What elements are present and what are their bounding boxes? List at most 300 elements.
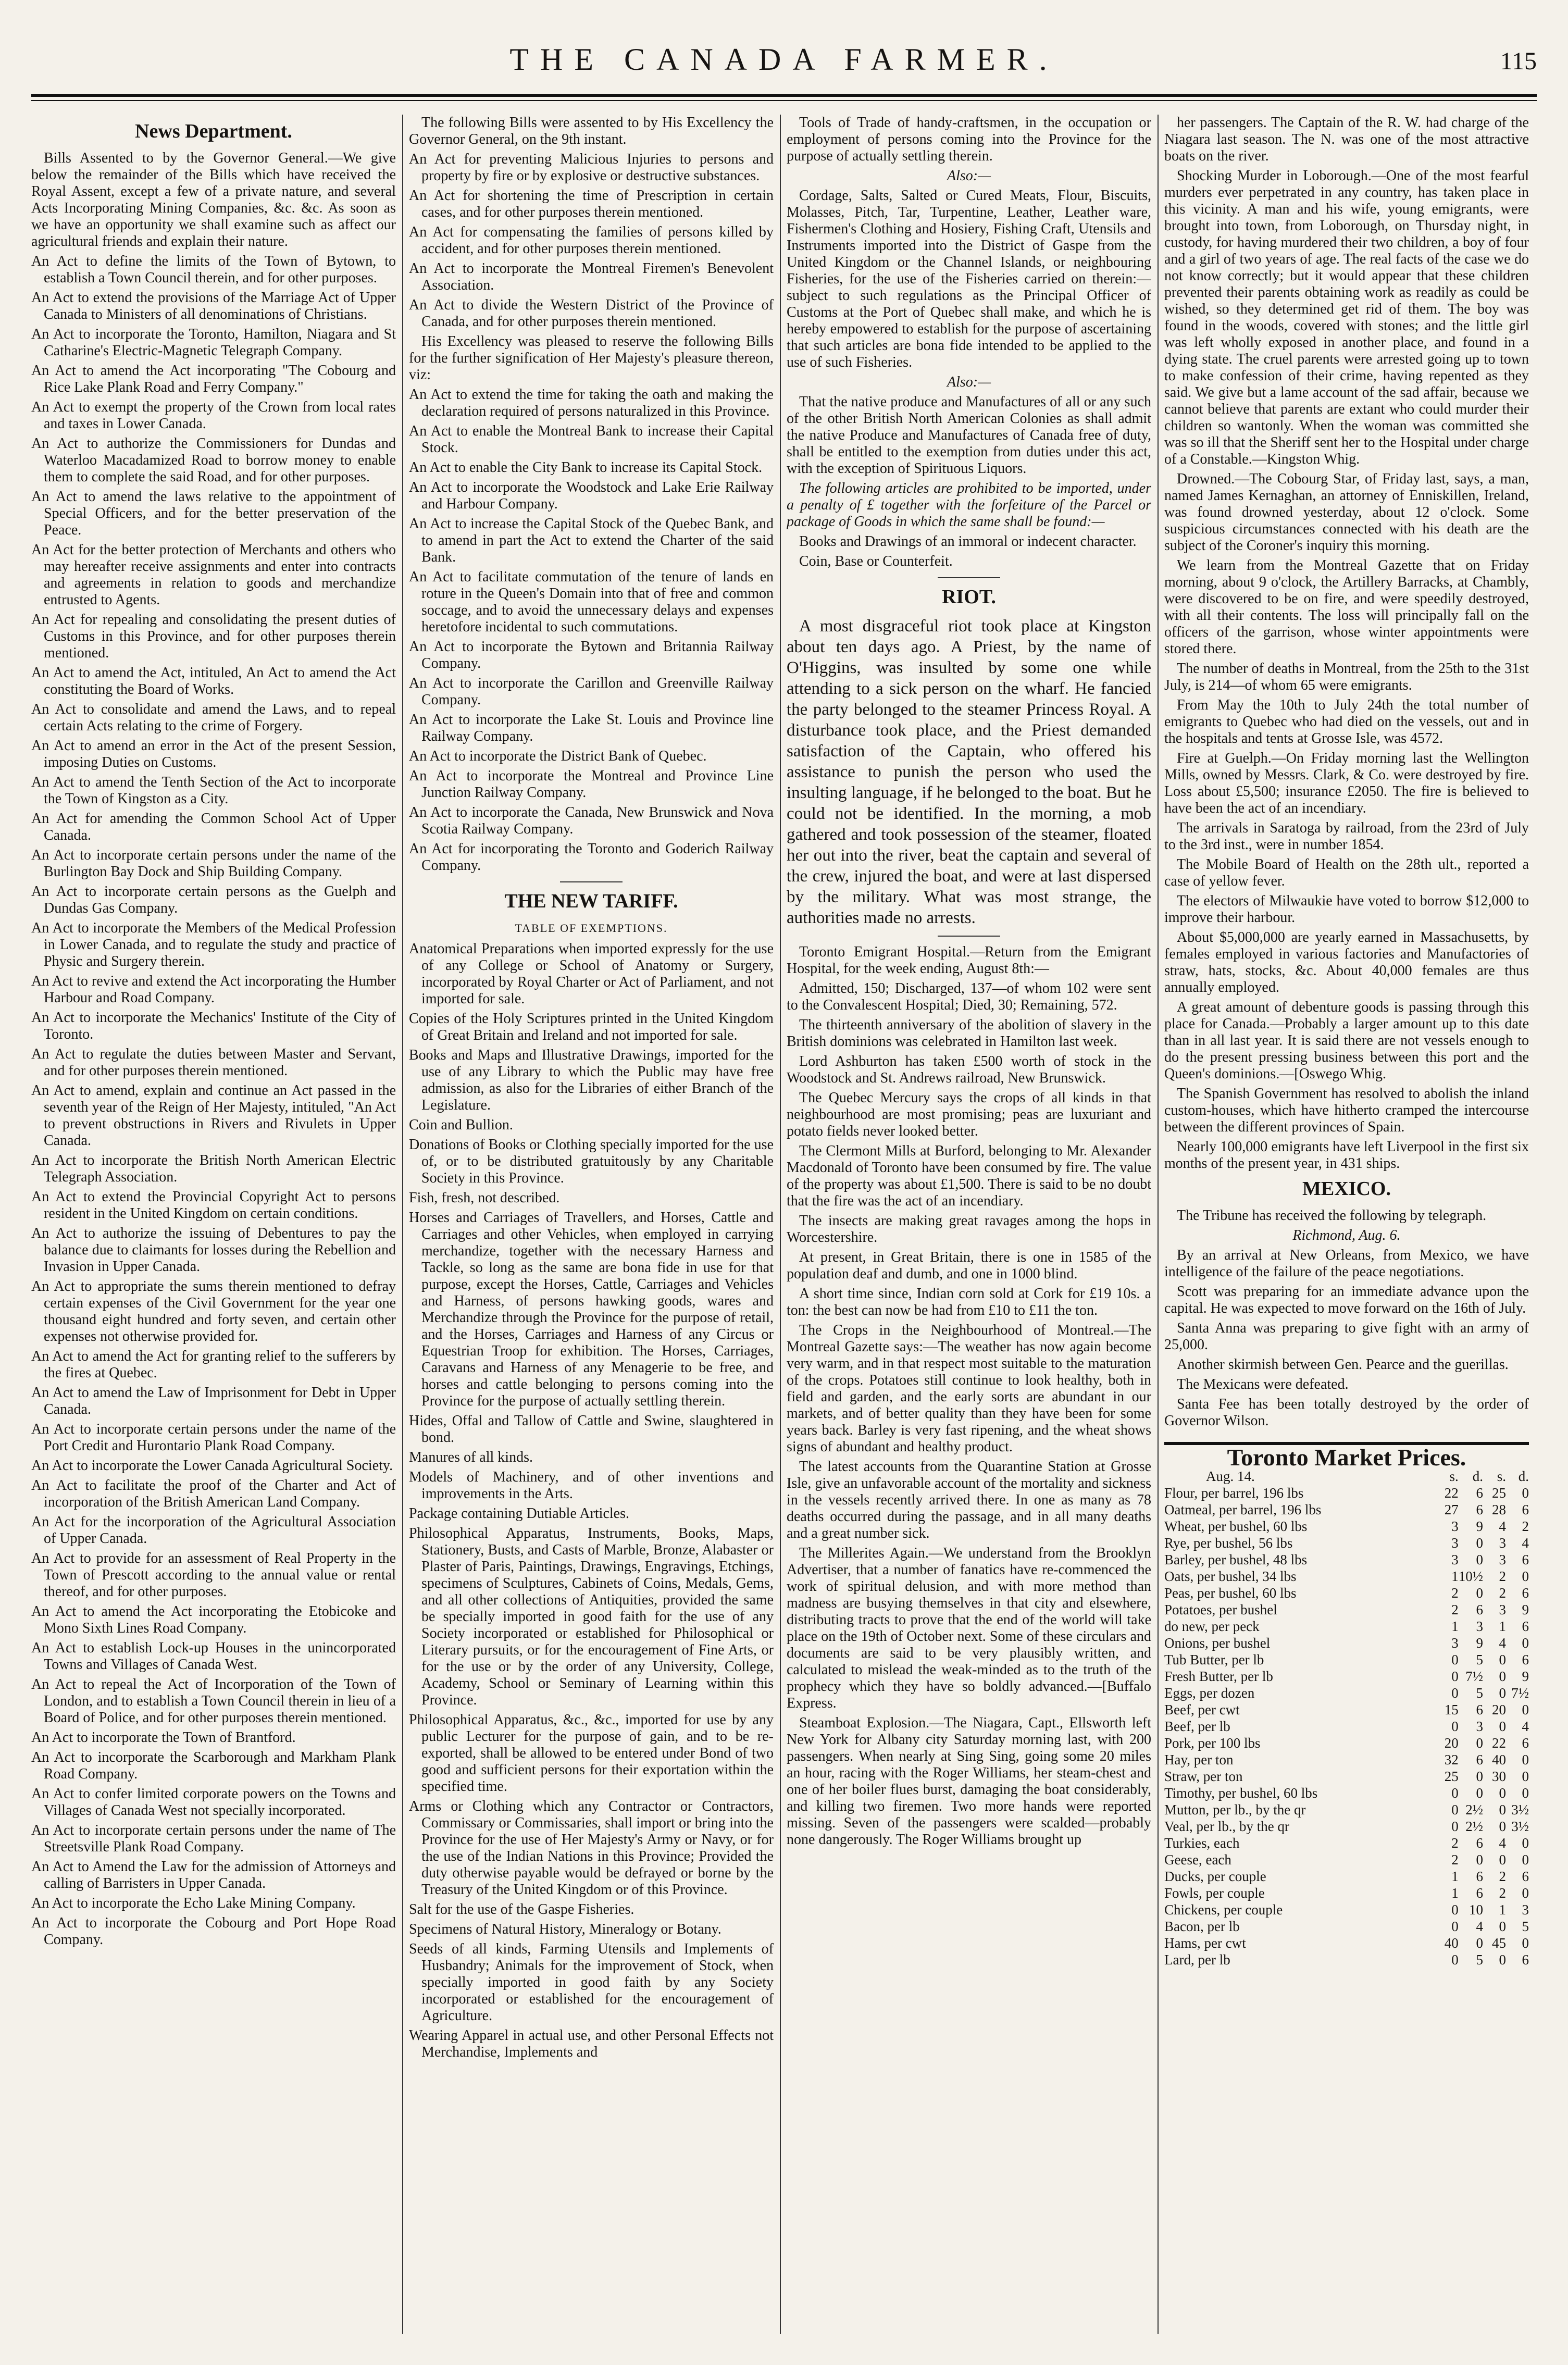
list-item: Fish, fresh, not described. — [409, 1190, 560, 1206]
list-item: An Act to appropriate the sums therein mentioned to defray certain expenses of the Civil Government for the year one thousand eight hundred and forty seven, and certain other expenses not otherwise provided for. — [31, 1278, 396, 1345]
market-row — [1164, 1735, 1529, 1751]
list-item: Books and Maps and Illustrative Drawings, imported for the use of any Library to which the Public may have free admission, as also for the Libraries of either Branch of the Legislature. — [409, 1047, 774, 1113]
market-row — [1164, 1668, 1529, 1685]
list-item: About $5,000,000 are yearly earned in Massachusetts, by females employed in various factories and Manufactories of straw, hats, stocks, &c. About 40,000 females are thus annually employed. — [1164, 929, 1529, 995]
market-price: 20 — [1444, 1735, 1459, 1751]
market-price: 9 — [1476, 1635, 1483, 1651]
tariff-subheading: TABLE OF EXEMPTIONS. — [515, 922, 668, 935]
market-price: 28 — [1492, 1502, 1506, 1517]
market-price: 0 — [1499, 1685, 1506, 1701]
market-price: 0 — [1476, 1785, 1483, 1801]
list-item: An Act to facilitate commutation of the tenure of lands en roture in the Queen's Domain into that of free and common soccage, and to avoid the unnecessary delays and expenses heretofore incidental to such commutations. — [409, 569, 774, 635]
list-item: An Act to provide for an assessment of Real Property in the Town of Prescott according to the annual value or rental thereof, and for other purposes. — [31, 1550, 396, 1600]
market-price: 4 — [1499, 1635, 1506, 1651]
paragraph: The Tribune has received the following by telegraph. — [1177, 1208, 1487, 1224]
column-4 — [1164, 115, 1529, 2334]
market-price: 15 — [1444, 1702, 1459, 1717]
market-price: 30 — [1492, 1769, 1506, 1784]
list-item: Wearing Apparel in actual use, and other Personal Effects not Merchandise, Implements and — [409, 2027, 774, 2060]
market-price: 0 — [1451, 1785, 1459, 1801]
separator — [560, 881, 623, 882]
market-price: 7½ — [1465, 1669, 1483, 1684]
list-item: The Spanish Government has resolved to abolish the inland custom-houses, which have hitherto cramped the intercourse between the different provinces of Spain. — [1164, 1086, 1529, 1135]
masthead-rule — [31, 94, 1537, 101]
market-price: 22 — [1444, 1485, 1459, 1501]
market-price: 0 — [1451, 1669, 1459, 1684]
market-price: 0 — [1451, 1952, 1459, 1968]
market-price: 0 — [1522, 1785, 1529, 1801]
paragraph: Tools of Trade of handy-craftsmen, in the occupation or employment of persons coming into the Province for the purpose of actually settling therein. — [787, 115, 1151, 164]
market-price: 27 — [1444, 1502, 1459, 1517]
market-price: 5 — [1476, 1652, 1483, 1667]
market-price: 6 — [1522, 1652, 1529, 1667]
paragraph: Coin, Base or Counterfeit. — [799, 553, 953, 569]
list-item: An Act to incorporate the British North American Electric Telegraph Association. — [31, 1152, 396, 1185]
list-item: Specimens of Natural History, Mineralogy or Botany. — [409, 1921, 721, 1937]
market-price: 6 — [1476, 1885, 1483, 1901]
columns — [31, 109, 1537, 2339]
market-price: 0 — [1522, 1635, 1529, 1651]
list-item: Philosophical Apparatus, Instruments, Books, Maps, Stationery, Busts, and Casts of Marble, Bronze, Alabaster or Plaster of Paris, Paintings, Drawings, Engravings, Etchings, specimens of Sculptures, Cabinets of Coins, Medals, Gems, and all other collections of Antiquities, provided the same be specially imported in good faith for the use of any Society incorporated or established for Philosophical or Literary pursuits, or for the encouragement of Fine Arts, or for the use or by the order of any University, College, Academy, School or Seminary of Learning within this Province. — [409, 1525, 774, 1708]
market-price: 20 — [1492, 1702, 1506, 1717]
list-item: The Crops in the Neighbourhood of Montreal.—The Montreal Gazette says:—The weather has now again become very warm, and in that respect most suitable to the maturation of the crops. Potatoes still continue to look healthy, both in field and garden, and the early sorts are abundant in our markets, and of better quality than they have been for some years back. Barley is very fast ripening, and the wheat shows signs of abundant and healthy product. — [787, 1322, 1151, 1455]
list-item: An Act to repeal the Act of Incorporation of the Town of London, and to establish a Town Council therein in lieu of a Board of Police, and for other purposes therein mentioned. — [31, 1676, 396, 1726]
market-price: 2 — [1522, 1518, 1529, 1534]
market-price: 22 — [1492, 1735, 1506, 1751]
market-item: Eggs, per dozen — [1164, 1685, 1255, 1701]
market-item: Chickens, per couple — [1164, 1902, 1283, 1918]
market-item: Barley, per bushel, 48 lbs — [1164, 1552, 1308, 1567]
market-row — [1164, 1601, 1529, 1618]
reserved-acts-list — [409, 387, 774, 874]
also-label: Also:— — [947, 374, 991, 390]
list-item: Toronto Emigrant Hospital.—Return from the Emigrant Hospital, for the week ending, August 8th:— — [787, 944, 1151, 977]
market-table — [1164, 1468, 1529, 1968]
list-item: An Act to amend, explain and continue an Act passed in the seventh year of the Reign of Her Majesty, intituled, "An Act to prevent obstructions in Rivers and Rivulets in Upper Canada. — [31, 1082, 396, 1149]
market-row — [1164, 1535, 1529, 1551]
list-item: An Act to increase the Capital Stock of the Quebec Bank, and to amend in part the Act to extend the Charter of the said Bank. — [409, 516, 774, 565]
market-row — [1164, 1951, 1529, 1968]
market-price: 9 — [1476, 1518, 1483, 1534]
market-price: 9 — [1522, 1602, 1529, 1617]
list-item: An Act for incorporating the Toronto and Goderich Railway Company. — [409, 841, 774, 874]
list-item: An Act to enable the City Bank to increase its Capital Stock. — [409, 459, 763, 476]
market-price: 7½ — [1511, 1685, 1529, 1701]
market-item: Flour, per barrel, 196 lbs — [1164, 1485, 1304, 1501]
market-price: 9 — [1522, 1669, 1529, 1684]
market-row — [1164, 1635, 1529, 1651]
market-price: 2½ — [1465, 1819, 1483, 1834]
market-price: 0 — [1451, 1719, 1459, 1734]
masthead — [31, 26, 1537, 109]
market-date: Aug. 14. — [1206, 1468, 1255, 1484]
market-price: 6 — [1522, 1502, 1529, 1517]
market-price: 0 — [1476, 1735, 1483, 1751]
market-item: Peas, per bushel, 60 lbs — [1164, 1585, 1297, 1601]
paragraph: Books and Drawings of an immoral or indecent character. — [799, 533, 1137, 550]
market-price: 6 — [1476, 1869, 1483, 1884]
market-row — [1164, 1618, 1529, 1635]
list-item: An Act to incorporate the Montreal and Province Line Junction Railway Company. — [409, 768, 774, 801]
market-price: 2 — [1451, 1835, 1459, 1851]
list-item: An Act to amend the laws relative to the appointment of Special Officers, and for the better preservation of the Peace. — [31, 489, 396, 538]
list-item: We learn from the Montreal Gazette that on Friday morning, about 9 o'clock, the Artillery Barracks, at Chambly, were discovered to be on fire, and were speedily destroyed, with all their contents. The loss will principally fall on the officers of the garrison, whose winter appointments were stored there. — [1164, 557, 1529, 657]
market-price: 0 — [1499, 1819, 1506, 1834]
also-label: Also:— — [947, 168, 991, 184]
list-item: An Act to incorporate the Members of the Medical Profession in Lower Canada, and to regulate the study and practice of Physic and Surgery therein. — [31, 920, 396, 969]
market-price: 0 — [1522, 1569, 1529, 1584]
market-price: 40 — [1444, 1935, 1459, 1951]
market-price: 0 — [1451, 1919, 1459, 1934]
mexico-heading: MEXICO. — [1302, 1178, 1391, 1200]
paragraph: Cordage, Salts, Salted or Cured Meats, Flour, Biscuits, Molasses, Pitch, Tar, Turpentine, Leather, Leather ware, Fishermen's Clothing and Hosiery, Fishing Craft, Utensils and Instruments imported into the District of Gaspe from the United Kingdom or the Channel Islands, or neighbouring Fisheries, for the use of the Fisheries carried on therein:—subject to such regulations as the Principal Officer of Customs at the Port of Quebec shall make, and which he is hereby empowered to establish for the purpose of ascertaining that such articles are bona fide intended to be applied to the use of such Fisheries. — [787, 188, 1151, 370]
market-price: 0 — [1522, 1852, 1529, 1868]
list-item: An Act to incorporate the Canada, New Brunswick and Nova Scotia Railway Company. — [409, 804, 774, 837]
prohibited-paragraph: The following articles are prohibited to be imported, under a penalty of £ together with the forfeiture of the Parcel or package of Goods in which the same shall be found:— — [787, 480, 1151, 530]
market-price: 0 — [1499, 1952, 1506, 1968]
market-row — [1164, 1651, 1529, 1668]
column-divider — [402, 115, 403, 2334]
list-item: An Act to incorporate the Montreal Firemen's Benevolent Association. — [409, 260, 774, 293]
list-item: An Act to amend an error in the Act of the present Session, imposing Duties on Customs. — [31, 738, 396, 770]
list-item: Drowned.—The Cobourg Star, of Friday last, says, a man, named James Kernaghan, an attorney of Enniskillen, Ireland, was found drowned yesterday, about 12 o'clock. Some suspicious circumstances connected with his death are the subject of the Coroner's inquiry this morning. — [1164, 471, 1529, 554]
market-price: 1 — [1451, 1885, 1459, 1901]
list-item: An Act to incorporate the Lake St. Louis and Province line Railway Company. — [409, 712, 774, 744]
market-price: 0 — [1499, 1785, 1506, 1801]
market-item: Oats, per bushel, 34 lbs — [1164, 1569, 1297, 1584]
column-divider — [1158, 115, 1159, 2334]
list-item: Hides, Offal and Tallow of Cattle and Swine, slaughtered in bond. — [409, 1413, 774, 1446]
market-price: 2 — [1451, 1602, 1459, 1617]
list-item: An Act to authorize the Commissioners for Dundas and Waterloo Macadamized Road to borrow money to enable them to complete the said Road, and for other purposes. — [31, 435, 396, 485]
list-item: An Act for compensating the families of persons killed by accident, and for other purposes therein mentioned. — [409, 224, 774, 257]
market-price: 5 — [1476, 1685, 1483, 1701]
market-price: 6 — [1522, 1619, 1529, 1634]
list-item: An Act for repealing and consolidating the present duties of Customs in this Province, and for other purposes therein mentioned. — [31, 612, 396, 661]
market-row — [1164, 1501, 1529, 1518]
list-item: An Act to amend the Law of Imprisonment for Debt in Upper Canada. — [31, 1385, 396, 1417]
market-price: 6 — [1476, 1752, 1483, 1767]
market-item: Lard, per lb — [1164, 1952, 1230, 1968]
tariff-heading: THE NEW TARIFF. — [504, 890, 678, 912]
market-item: Turkies, each — [1164, 1835, 1240, 1851]
list-item: Models of Machinery, and of other inventions and improvements in the Arts. — [409, 1469, 774, 1502]
list-item: An Act to extend the time for taking the oath and making the declaration required of persons naturalized in this Province. — [409, 387, 774, 419]
separator — [938, 936, 1000, 937]
list-item: The latest accounts from the Quarantine Station at Grosse Isle, give an unfavorable account of the mortality and sickness in the vessels recently arrived there. In one as many as 78 deaths occurred during the passage, and in all many deaths and a great number sick. — [787, 1459, 1151, 1541]
market-row — [1164, 1685, 1529, 1701]
market-price: 25 — [1444, 1769, 1459, 1784]
list-item: Manures of all kinds. — [409, 1449, 533, 1465]
market-price: 0 — [1522, 1835, 1529, 1851]
market-item: Timothy, per bushel, 60 lbs — [1164, 1785, 1318, 1801]
market-price: 1 — [1499, 1619, 1506, 1634]
market-item: Rye, per bushel, 56 lbs — [1164, 1535, 1293, 1551]
market-price: 3 — [1499, 1535, 1506, 1551]
column-3 — [787, 115, 1151, 2334]
list-item: An Act to amend the Tenth Section of the Act to incorporate the Town of Kingston as a City. — [31, 774, 396, 807]
market-price: 0 — [1451, 1902, 1459, 1918]
market-price: 3 — [1522, 1902, 1529, 1918]
market-price: 4 — [1499, 1835, 1506, 1851]
market-item: Hams, per cwt — [1164, 1935, 1246, 1951]
list-item: An Act for the better protection of Merchants and others who may hereafter receive assignments and enter into contracts and agreements in relation to goods and merchandize entrusted to Agents. — [31, 542, 396, 608]
paragraph: That the native produce and Manufactures of all or any such of the other British North American Colonies as shall admit the native Produce and Manufactures of Canada free of duty, shall be entitled to the exemption from duties under this act, with the exception of Spirituous Liquors. — [787, 394, 1151, 477]
list-item: At present, in Great Britain, there is one in 1585 of the population deaf and dumb, and one in 1000 blind. — [787, 1249, 1151, 1282]
market-row — [1164, 1701, 1529, 1718]
market-item: Geese, each — [1164, 1852, 1231, 1868]
market-row — [1164, 1885, 1529, 1901]
list-item: An Act to amend the Act for granting relief to the sufferers by the fires at Quebec. — [31, 1348, 396, 1381]
market-price: 4 — [1499, 1518, 1506, 1534]
market-price: 3 — [1451, 1552, 1459, 1567]
market-price: 3 — [1499, 1602, 1506, 1617]
market-item: Beef, per cwt — [1164, 1702, 1240, 1717]
market-price: 0 — [1522, 1702, 1529, 1717]
list-item: An Act to revive and extend the Act incorporating the Humber Harbour and Road Company. — [31, 973, 396, 1006]
market-row — [1164, 1818, 1529, 1835]
market-price: 2 — [1499, 1869, 1506, 1884]
list-item: An Act to confer limited corporate powers on the Towns and Villages of Canada West not specially incorporated. — [31, 1786, 396, 1819]
market-price: 6 — [1522, 1952, 1529, 1968]
market-item: Fresh Butter, per lb — [1164, 1669, 1273, 1684]
market-price: 3 — [1476, 1719, 1483, 1734]
list-item: her passengers. The Captain of the R. W. had charge of the Niagara last season. The N. was one of the most attractive boats on the river. — [1164, 115, 1529, 164]
acts-list — [31, 253, 396, 1948]
market-price: 0 — [1499, 1652, 1506, 1667]
column-1 — [31, 115, 396, 2334]
market-price: 0 — [1476, 1769, 1483, 1784]
newspaper-title: THE CANADA FARMER. — [509, 42, 1059, 77]
market-price: 2 — [1499, 1569, 1506, 1584]
market-price: 0 — [1476, 1552, 1483, 1567]
list-item: A great amount of debenture goods is passing through this place for Canada.—Probably a larger amount up to this date than in all last year. It is said there are not vessels enough to do the present pressing business between this port and the Queen's dominions.—[Oswego Whig. — [1164, 999, 1529, 1082]
column-divider — [780, 115, 781, 2334]
col-header: s. — [1449, 1468, 1459, 1484]
list-item: Santa Fee has been totally destroyed by the order of Governor Wilson. — [1164, 1396, 1529, 1429]
market-price: 0 — [1476, 1935, 1483, 1951]
market-price: 3 — [1476, 1619, 1483, 1634]
list-item: An Act to exempt the property of the Crown from local rates and taxes in Lower Canada. — [31, 399, 396, 432]
market-price: 2 — [1499, 1885, 1506, 1901]
list-item: The number of deaths in Montreal, from the 25th to the 31st July, is 214—of whom 65 were emigrants. — [1164, 661, 1529, 693]
market-price: 0 — [1499, 1919, 1506, 1934]
market-row — [1164, 1751, 1529, 1768]
market-price: 4 — [1476, 1919, 1483, 1934]
list-item: An Act to incorporate the Town of Brantford. — [31, 1729, 296, 1746]
market-price: 4 — [1522, 1535, 1529, 1551]
market-row — [1164, 1835, 1529, 1851]
intro-paragraph: The following Bills were assented to by His Excellency the Governor General, on the 9th instant. — [409, 115, 774, 147]
column-2 — [409, 115, 774, 2334]
list-item: An Act to incorporate the Mechanics' Institute of the City of Toronto. — [31, 1010, 396, 1042]
list-item: An Act to extend the provisions of the Marriage Act of Upper Canada to Ministers of all denominations of Christians. — [31, 290, 396, 322]
list-item: An Act to extend the Provincial Copyright Act to persons resident in the United Kingdom on certain conditions. — [31, 1189, 396, 1222]
list-item: An Act to incorporate the Bytown and Britannia Railway Company. — [409, 639, 774, 671]
market-price: 3 — [1451, 1535, 1459, 1551]
col-header: d. — [1518, 1468, 1529, 1484]
market-item: Ducks, per couple — [1164, 1869, 1266, 1884]
separator — [938, 577, 1000, 578]
market-price: 32 — [1444, 1752, 1459, 1767]
market-price: 6 — [1476, 1502, 1483, 1517]
list-item: Anatomical Preparations when imported expressly for the use of any College or School of Anatomy or Surgery, incorporated by Royal Charter or Act of Parliament, and not imported for sale. — [409, 941, 774, 1007]
list-item: An Act to amend the Act, intituled, An Act to amend the Act constituting the Board of Works. — [31, 665, 396, 698]
market-title: Toronto Market Prices. — [1164, 1442, 1529, 1466]
market-price: 0 — [1522, 1935, 1529, 1951]
list-item: Arms or Clothing which any Contractor or Contractors, Commissary or Commissaries, shall import or bring into the Province for the use of Her Majesty's Army or Navy, or for the use of the Indian Nations in this Province; Provided the duty otherwise payable would be defrayed or borne by the Treasury of the United Kingdom or of this Province. — [409, 1798, 774, 1898]
section-heading: News Department. — [135, 120, 292, 142]
list-item: An Act to incorporate the Echo Lake Mining Company. — [31, 1895, 356, 1911]
list-item: An Act to amend the Act incorporating the Etobicoke and Mono Sixth Lines Road Company. — [31, 1603, 396, 1636]
market-item: Fowls, per couple — [1164, 1885, 1265, 1901]
market-row — [1164, 1918, 1529, 1935]
market-price: 0 — [1522, 1769, 1529, 1784]
market-item: Straw, per ton — [1164, 1769, 1243, 1784]
list-item: Nearly 100,000 emigrants have left Liverpool in the first six months of the present year, in 431 ships. — [1164, 1139, 1529, 1172]
list-item: Shocking Murder in Loborough.—One of the most fearful murders ever perpetrated in any country, has taken place in this vicinity. A man and his wife, young emigrants, were brought into town, from Loborough, on Thursday night, in custody, for having murdered their two children, a boy of four and a girl of two years of age. The real facts of the case we do not know correctly; but it would appear that these children prevented their parents obtaining work as readily as could be wished, so they determined get rid of them. The boy was found in the woods, covered with stones; and the little girl was left wholly exposed in another place, and found in a dying state. The cruel parents were arrested going up to town to make confession of their crime, having repented as they said. We give but a lame account of the sad affair, because we cannot believe that parents are extant who could murder their children so wantonly. When the woman was committed she was so ill that the Sheriff sent her to the Hospital under charge of a Constable.—Kingston Whig. — [1164, 168, 1529, 467]
list-item: A short time since, Indian corn sold at Cork for £19 10s. a ton: the best can now be had from £10 to £11 the ton. — [787, 1286, 1151, 1318]
list-item: Fire at Guelph.—On Friday morning last the Wellington Mills, owned by Messrs. Clark, & Co. were destroyed by fire. Loss about £5,500; insurance £2050. The fire is believed to have been the act of an incendiary. — [1164, 750, 1529, 816]
market-row — [1164, 1868, 1529, 1885]
list-item: The Mobile Board of Health on the 28th ult., reported a case of yellow fever. — [1164, 856, 1529, 889]
list-item: An Act to authorize the issuing of Debentures to pay the balance due to claimants for losses during the Rebellion and Invasion in Upper Canada. — [31, 1225, 396, 1275]
market-price: 45 — [1492, 1935, 1506, 1951]
list-item: An Act to divide the Western District of the Province of Canada, and for other purposes therein mentioned. — [409, 297, 774, 330]
market-price: 1 — [1451, 1869, 1459, 1884]
market-row — [1164, 1485, 1529, 1501]
mexico-items — [1164, 1247, 1529, 1429]
page-number: 115 — [1500, 47, 1537, 75]
intro-paragraph: Bills Assented to by the Governor General.—We give below the remainder of the Bills which have received the Royal Assent, except a few of a private nature, and several Acts Incorporating Mining Companies, &c. &c. As soon as we have an opportunity we shall examine such as affect our agricultural friends and explain their nature. — [31, 150, 396, 250]
market-price: 0 — [1476, 1852, 1483, 1868]
list-item: By an arrival at New Orleans, from Mexico, we have intelligence of the failure of the peace negotiations. — [1164, 1247, 1529, 1280]
market-price: 6 — [1476, 1702, 1483, 1717]
market-row — [1164, 1518, 1529, 1535]
market-price: 6 — [1522, 1735, 1529, 1751]
list-item: The electors of Milwaukie have voted to borrow $12,000 to improve their harbour. — [1164, 893, 1529, 926]
list-item: Seeds of all kinds, Farming Utensils and Implements of Husbandry; Animals for the improvement of Stock, when specially imported in good faith by any Society incorporated or established for the encouragement of Agriculture. — [409, 1941, 774, 2024]
list-item: Coin and Bullion. — [409, 1117, 513, 1133]
list-item: An Act to incorporate the Scarborough and Markham Plank Road Company. — [31, 1749, 396, 1782]
list-item: An Act to regulate the duties between Master and Servant, and for other purposes therein mentioned. — [31, 1046, 396, 1079]
market-row — [1164, 1585, 1529, 1601]
market-price: 0 — [1522, 1485, 1529, 1501]
market-price: 3 — [1451, 1518, 1459, 1534]
market-price: 6 — [1476, 1602, 1483, 1617]
market-price: 5 — [1522, 1919, 1529, 1934]
list-item: Philosophical Apparatus, &c., &c., imported for use by any public Lecturer for the purpose of gain, and to be re-exported, shall be allowed to be entered under Bond of two good and sufficient persons for their exportation within the specified time. — [409, 1712, 774, 1795]
market-item: Beef, per lb — [1164, 1719, 1230, 1734]
market-price: 2 — [1499, 1585, 1506, 1601]
market-row — [1164, 1851, 1529, 1868]
market-item: Onions, per bushel — [1164, 1635, 1271, 1651]
market-row — [1164, 1568, 1529, 1585]
list-item: An Act to define the limits of the Town of Bytown, to establish a Town Council therein, and for other purposes. — [31, 253, 396, 286]
market-item: Bacon, per lb — [1164, 1919, 1240, 1934]
intro-paragraph: His Excellency was pleased to reserve the following Bills for the further signification of Her Majesty's pleasure thereon, viz: — [409, 333, 774, 383]
news-items — [1164, 115, 1529, 1172]
list-item: An Act to establish Lock-up Houses in the unincorporated Towns and Villages of Canada West. — [31, 1640, 396, 1673]
list-item: An Act to incorporate certain persons under the name of the Burlington Bay Dock and Ship Building Company. — [31, 847, 396, 880]
tariff-list — [409, 941, 774, 2061]
market-price: 2 — [1451, 1585, 1459, 1601]
market-row — [1164, 1551, 1529, 1568]
list-item: An Act to incorporate the Lower Canada Agricultural Society. — [31, 1458, 393, 1474]
list-item: An Act for preventing Malicious Injuries to persons and property by fire or by explosive or destructive substances. — [409, 151, 774, 184]
market-price: 0 — [1476, 1585, 1483, 1601]
market-price: 6 — [1476, 1485, 1483, 1501]
list-item: Lord Ashburton has taken £500 worth of stock in the Woodstock and St. Andrews railroad, New Brunswick. — [787, 1053, 1151, 1086]
market-price: 0 — [1451, 1802, 1459, 1818]
market-price: 3 — [1499, 1552, 1506, 1567]
market-item: do new, per peck — [1164, 1619, 1260, 1634]
list-item: An Act for the incorporation of the Agricultural Association of Upper Canada. — [31, 1514, 396, 1547]
news-items — [787, 944, 1151, 1848]
list-item: An Act to amend the Act incorporating "The Cobourg and Rice Lake Plank Road and Ferry Company." — [31, 363, 396, 395]
acts-list — [409, 151, 774, 330]
market-item: Mutton, per lb., by the qr — [1164, 1802, 1306, 1818]
list-item: The arrivals in Saratoga by railroad, from the 23rd of July to the 3rd inst., were in number 1854. — [1164, 820, 1529, 853]
market-price: 0 — [1451, 1819, 1459, 1834]
market-item: Oatmeal, per barrel, 196 lbs — [1164, 1502, 1322, 1517]
market-price: 0 — [1451, 1685, 1459, 1701]
market-item: Hay, per ton — [1164, 1752, 1234, 1767]
list-item: Steamboat Explosion.—The Niagara, Capt., Ellsworth left New York for Albany city Saturday morning last, with 200 passengers. When nearly at Sing Sing, going some 20 miles an hour, racing with the Roger Williams, her steam-chest and one of her boiler flues burst, damaging the boat considerably, and killing two firemen. Two more hands were reported missing. Seven of the passengers were scalded—probably none dangerously. The Roger Williams brought up — [787, 1715, 1151, 1848]
list-item: An Act to incorporate certain persons as the Guelph and Dundas Gas Company. — [31, 883, 396, 916]
market-price: 0 — [1451, 1652, 1459, 1667]
market-price: 6 — [1476, 1835, 1483, 1851]
market-price: 5 — [1476, 1952, 1483, 1968]
market-price: 3½ — [1511, 1819, 1529, 1834]
market-price: 1 — [1451, 1569, 1459, 1584]
list-item: An Act to enable the Montreal Bank to increase their Capital Stock. — [409, 423, 774, 456]
list-item: An Act to incorporate certain persons under the name of the Port Credit and Hurontario Plank Road Company. — [31, 1421, 396, 1454]
market-price: 0 — [1499, 1669, 1506, 1684]
market-row — [1164, 1718, 1529, 1735]
list-item: An Act to incorporate the Toronto, Hamilton, Niagara and St Catharine's Electric-Magnetic Telegraph Company. — [31, 326, 396, 359]
market-price: 10 — [1469, 1902, 1483, 1918]
market-row — [1164, 1768, 1529, 1785]
market-price: 3 — [1451, 1635, 1459, 1651]
list-item: An Act for shortening the time of Prescription in certain cases, and for other purposes therein mentioned. — [409, 188, 774, 220]
list-item: The Clermont Mills at Burford, belonging to Mr. Alexander Macdonald of Toronto have been consumed by fire. The value of the property was about £1,500. There is said to be no doubt that the fire was the act of an incendiary. — [787, 1143, 1151, 1209]
market-price: 4 — [1522, 1719, 1529, 1734]
list-item: The Quebec Mercury says the crops of all kinds in that neighbourhood are most promising; peas are luxuriant and potato fields never looked better. — [787, 1090, 1151, 1139]
market-price: 2 — [1451, 1852, 1459, 1868]
market-row — [1164, 1901, 1529, 1918]
list-item: An Act to consolidate and amend the Laws, and to repeal certain Acts relating to the crime of Forgery. — [31, 701, 396, 734]
market-price: 0 — [1499, 1852, 1506, 1868]
list-item: An Act to Amend the Law for the admission of Attorneys and calling of Barristers in Upper Canada. — [31, 1859, 396, 1891]
market-price: 0 — [1476, 1535, 1483, 1551]
market-price: 2½ — [1465, 1802, 1483, 1818]
list-item: Donations of Books or Clothing specially imported for the use of, or to be distributed gratuitously by any Charitable Society in this Province. — [409, 1137, 774, 1186]
list-item: From May the 10th to July 24th the total number of emigrants to Quebec who had died on the vessels, out and in the hospitals and tents at Grosse Isle, was 4572. — [1164, 697, 1529, 746]
market-item: Wheat, per bushel, 60 lbs — [1164, 1518, 1308, 1534]
list-item: Another skirmish between Gen. Pearce and the guerillas. — [1177, 1356, 1509, 1373]
market-price: 0 — [1522, 1885, 1529, 1901]
list-item: The Mexicans were defeated. — [1177, 1376, 1349, 1392]
market-price: 6 — [1522, 1585, 1529, 1601]
market-price: 10½ — [1458, 1569, 1483, 1584]
market-price: 3½ — [1511, 1802, 1529, 1818]
list-item: An Act for amending the Common School Act of Upper Canada. — [31, 811, 396, 843]
market-price: 0 — [1499, 1802, 1506, 1818]
market-row — [1164, 1785, 1529, 1801]
list-item: Package containing Dutiable Articles. — [409, 1505, 629, 1522]
market-item: Potatoes, per bushel — [1164, 1602, 1277, 1617]
